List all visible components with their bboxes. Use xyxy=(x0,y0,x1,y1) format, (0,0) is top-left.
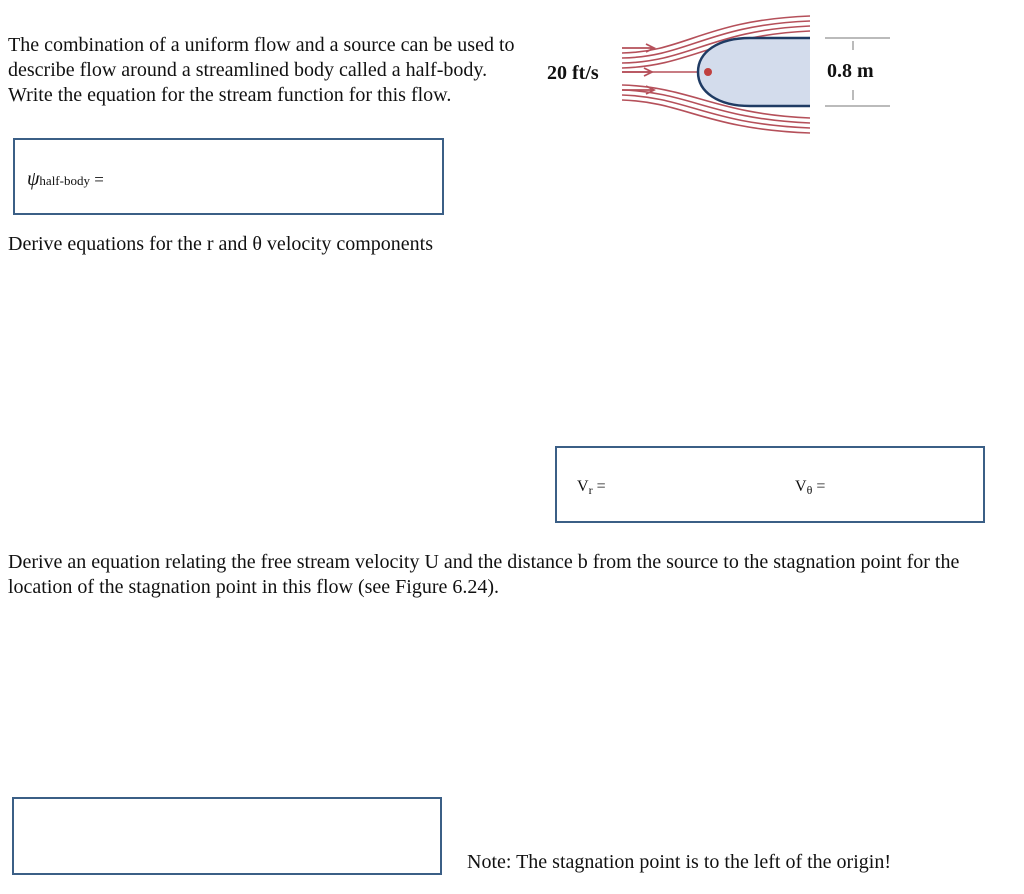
half-body-figure xyxy=(540,8,900,136)
intro-text: The combination of a uniform flow and a source can be used to describe flow around a streamlined body called a half-body. Write the equation for the stream function for this flow. xyxy=(8,34,515,106)
flow-arrow-icon xyxy=(622,44,654,52)
psi-symbol: ψ xyxy=(27,168,40,190)
velocity-components-answer-box[interactable] xyxy=(555,446,985,523)
flow-arrow-icon xyxy=(622,68,652,76)
radial-velocity-label: $V_r$ = xyxy=(577,478,606,497)
source-point xyxy=(704,68,712,76)
body-width-label: 0.8 m xyxy=(827,60,874,82)
stream-function-label xyxy=(27,168,104,191)
tangential-velocity-label: $V_\theta$ = xyxy=(795,478,826,497)
free-stream-speed-label: 20 ft/s xyxy=(547,62,599,84)
half-body-shape xyxy=(698,38,810,106)
psi-equals: = xyxy=(94,170,104,189)
stagnation-prompt: Derive an equation relating the free stream velocity U and the distance b from the source to the stagnation point for the location of the stagnation point in this flow (see Figure 6.24). xyxy=(8,551,960,598)
stagnation-equation-answer-box[interactable] xyxy=(12,797,442,875)
psi-subscript: half-body xyxy=(39,173,90,188)
stagnation-note: Note: The stagnation point is to the left of the origin! xyxy=(467,851,891,873)
velocity-prompt: Derive equations for the r and θ velocity components xyxy=(8,233,434,255)
flow-arrow-icon xyxy=(622,86,654,94)
stream-function-answer-box[interactable] xyxy=(13,138,444,215)
